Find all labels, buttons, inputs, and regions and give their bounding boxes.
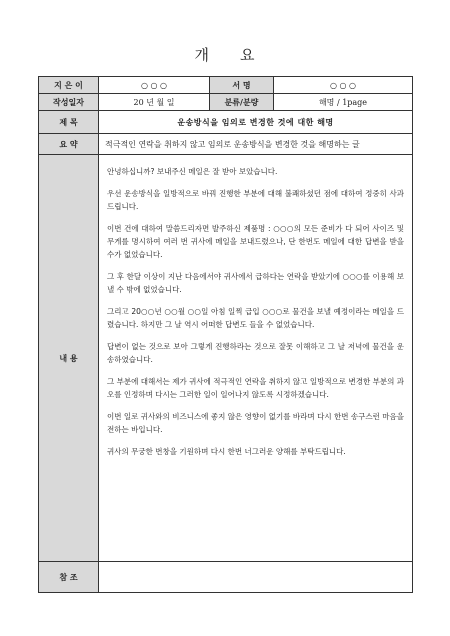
category-label: 분류/분량 (210, 94, 274, 111)
author-row (39, 77, 413, 94)
content-paragraph: 이번 일로 귀사와의 비즈니스에 좋지 않은 영향이 없기를 바라며 다시 한번 송구스런 마음을 전하는 바입니다. (107, 412, 404, 434)
content-paragraph: 그리고 20○○년 ○○월 ○○일 아침 일찍 급입 ○○○로 물건을 보낼 예정이라는 메일을 드렸습니다. 하지만 그 날 역시 어떠한 답변도 들을 수 없었습니다. (107, 307, 404, 329)
content-paragraph: 이번 건에 대하여 말씀드리자면 발주하신 제품명 : ○○○의 모든 준비가 다 되어 사이즈 및 무게를 명시하여 여러 번 귀사에 메일을 보내드렸으나, 단 한번도 메일에 대한 답변을 받을 수가 없었습니다. (107, 224, 404, 259)
title-char-2: 요 (240, 46, 256, 64)
content-paragraph: 귀사의 무궁한 번창을 기원하며 다시 한번 너그러운 양해를 부탁드립니다. (107, 447, 346, 456)
content-paragraph: 그 후 한달 이상이 지난 다음에서야 귀사에서 급하다는 연락을 받았기에 ○○○를 이용해 보낼 수 밖에 없었습니다. (107, 272, 404, 294)
subject-label: 제 목 (39, 111, 99, 134)
content-paragraph: 우선 운송방식을 일방적으로 바꿔 진행한 부분에 대해 불쾌하셨던 점에 대하여 정중히 사과 드립니다. (107, 189, 404, 211)
content-paragraph: 그 부분에 대해서는 제가 귀사에 적극적인 연락을 취하지 않고 일방적으로 변경한 부분의 과오를 인정하며 다시는 그러한 일이 일어나지 않도록 시정하겠습니다. (107, 377, 404, 399)
category-value: 해명 / 1page (274, 94, 413, 111)
overview-table (38, 76, 413, 593)
reference-value (99, 562, 413, 593)
content-label: 내 용 (39, 155, 99, 562)
page-title (0, 44, 450, 65)
subject-row (39, 111, 413, 134)
content-row (39, 155, 413, 562)
author-label: 지 은 이 (39, 77, 99, 94)
reference-label: 참 조 (39, 562, 99, 593)
content-paragraph: 답변이 없는 것으로 보아 그렇게 진행하라는 것으로 잘못 이해하고 그 날 저녁에 물건을 운송하였습니다. (107, 342, 404, 364)
summary-value: 적극적인 연락을 취하지 않고 임의로 운송방식을 변경한 것을 해명하는 글 (99, 134, 413, 155)
date-row (39, 94, 413, 111)
date-label: 작성일자 (39, 94, 99, 111)
reference-row (39, 562, 413, 593)
content-body (99, 155, 413, 562)
author-value: ○ ○ ○ (99, 77, 210, 94)
title-char-1: 개 (194, 46, 210, 64)
subject-value: 운송방식을 임의로 변경한 것에 대한 해명 (99, 111, 413, 134)
content-paragraph: 안녕하십니까? 보내주신 메일은 잘 받아 보았습니다. (107, 167, 278, 176)
signature-label: 서 명 (210, 77, 274, 94)
summary-label: 요 약 (39, 134, 99, 155)
summary-row (39, 134, 413, 155)
date-value: 20 년 월 일 (99, 94, 210, 111)
signature-value: ○ ○ ○ (274, 77, 413, 94)
